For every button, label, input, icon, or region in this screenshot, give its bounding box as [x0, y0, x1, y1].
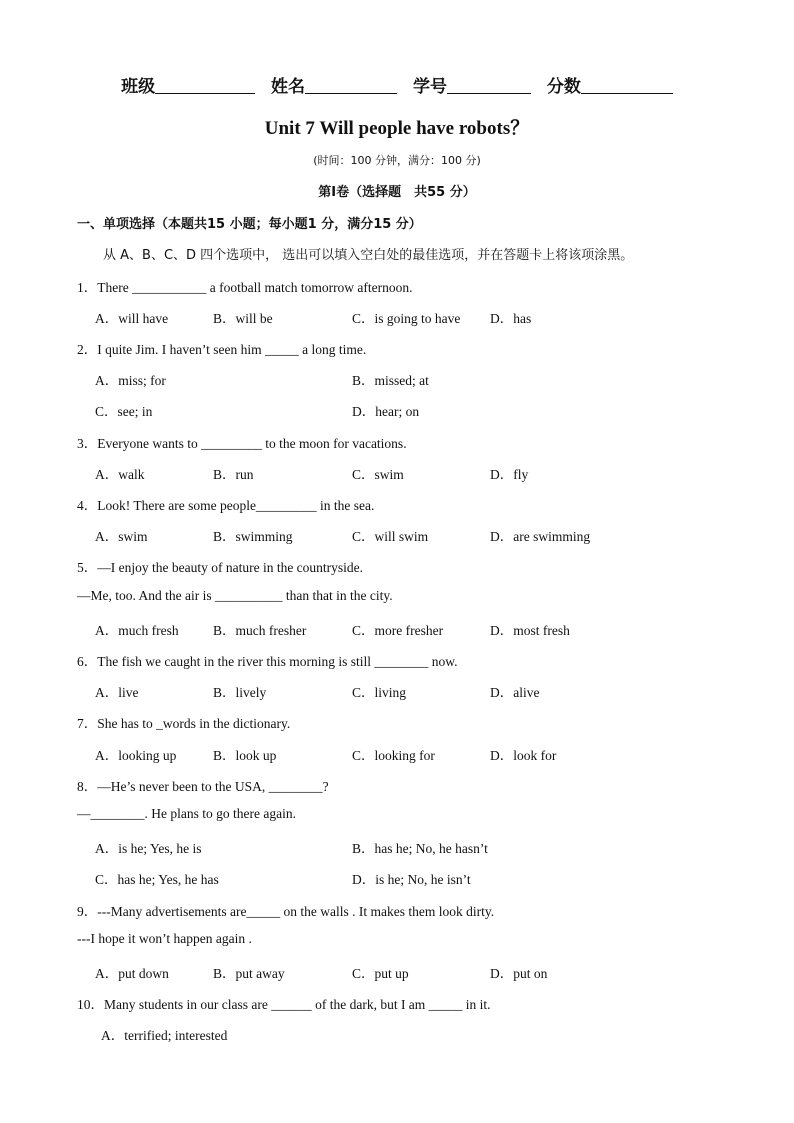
option-c[interactable]: C．has he; Yes, he has — [95, 872, 219, 887]
score-label: 分数 — [546, 77, 581, 97]
name-blank[interactable] — [305, 77, 397, 94]
option-d[interactable]: D．are swimming — [490, 529, 591, 544]
option-b[interactable]: B．put away — [213, 966, 285, 981]
option-d[interactable]: D．hear; on — [352, 404, 420, 419]
option-a[interactable]: A．walk — [95, 467, 145, 482]
question-stem: 9．---Many advertisements are_____ on the walls . It makes them look dirty. — [77, 904, 495, 919]
option-d[interactable]: D．is he; No, he isn’t — [352, 872, 471, 887]
question-stem: 5．—I enjoy the beauty of nature in the countryside. — [77, 560, 364, 575]
option-a[interactable]: A．put down — [95, 966, 169, 981]
student-info-line — [0, 72, 794, 97]
option-a[interactable]: A．looking up — [95, 748, 177, 763]
option-a[interactable]: A．terrified; interested — [101, 1028, 228, 1043]
question-stem: 6．The fish we caught in the river this morning is still ________ now. — [77, 654, 458, 669]
option-b[interactable]: B．look up — [213, 748, 277, 763]
option-b[interactable]: B．will be — [213, 311, 273, 326]
option-a[interactable]: A．miss; for — [95, 373, 166, 388]
question-stem-reply: —Me, too. And the air is __________ than that in the city. — [77, 588, 393, 603]
option-d[interactable]: D．has — [490, 311, 532, 326]
section-title: 一、单项选择（本题共15 小题；每小题1 分，满分15 分） — [77, 217, 422, 232]
option-b[interactable]: B．missed; at — [352, 373, 429, 388]
option-c[interactable]: C．swim — [352, 467, 404, 482]
option-d[interactable]: D．fly — [490, 467, 529, 482]
option-a[interactable]: A．is he; Yes, he is — [95, 841, 202, 856]
option-b[interactable]: B．has he; No, he hasn’t — [352, 841, 488, 856]
class-label: 班级 — [121, 77, 156, 97]
option-c[interactable]: C．put up — [352, 966, 409, 981]
option-b[interactable]: B．run — [213, 467, 254, 482]
option-d[interactable]: D．put on — [490, 966, 548, 981]
question-stem: 3．Everyone wants to _________ to the moon for vacations. — [77, 436, 407, 451]
option-c[interactable]: C．looking for — [352, 748, 435, 763]
score-blank[interactable] — [581, 77, 673, 94]
option-a[interactable]: A．much fresh — [95, 623, 179, 638]
option-c[interactable]: C．see; in — [95, 404, 153, 419]
option-a[interactable]: A．will have — [95, 311, 169, 326]
question-stem: 10．Many students in our class are ______ of the dark, but I am _____ in it. — [77, 997, 491, 1012]
option-b[interactable]: B．lively — [213, 685, 267, 700]
option-b[interactable]: B．much fresher — [213, 623, 307, 638]
question-stem: 8．—He’s never been to the USA, ________? — [77, 779, 329, 794]
option-c[interactable]: C．living — [352, 685, 407, 700]
question-stem: 4．Look! There are some people_________ in the sea. — [77, 498, 375, 513]
class-blank[interactable] — [155, 77, 255, 94]
question-stem: 1．There ___________ a football match tomorrow afternoon. — [77, 280, 413, 295]
option-c[interactable]: C．is going to have — [352, 311, 461, 326]
question-stem: 2．I quite Jim. I haven’t seen him _____ a long time. — [77, 342, 367, 357]
option-c[interactable]: C．more fresher — [352, 623, 444, 638]
student-id-label: 学号 — [412, 77, 447, 97]
question-stem-reply: ---I hope it won’t happen again . — [77, 931, 252, 946]
option-a[interactable]: A．live — [95, 685, 139, 700]
part-title: 第Ⅰ卷（选择题 共55 分） — [318, 185, 476, 200]
option-d[interactable]: D．alive — [490, 685, 540, 700]
exam-time-note: (时间：100 分钟，满分：100 分) — [313, 154, 481, 167]
name-label: 姓名 — [271, 77, 306, 97]
option-c[interactable]: C．will swim — [352, 529, 429, 544]
question-stem-reply: —________. He plans to go there again. — [77, 806, 296, 821]
option-a[interactable]: A．swim — [95, 529, 148, 544]
option-d[interactable]: D．most fresh — [490, 623, 570, 638]
option-b[interactable]: B．swimming — [213, 529, 293, 544]
student-id-blank[interactable] — [447, 77, 531, 94]
option-d[interactable]: D．look for — [490, 748, 557, 763]
question-stem: 7．She has to _words in the dictionary. — [77, 716, 291, 731]
page-title: Unit 7 Will people have robots？ — [264, 118, 530, 139]
instruction-text: 从 A、B、C、D 四个选项中， 选出可以填入空白处的最佳选项，并在答题卡上将该项涂黑。 — [103, 248, 634, 263]
